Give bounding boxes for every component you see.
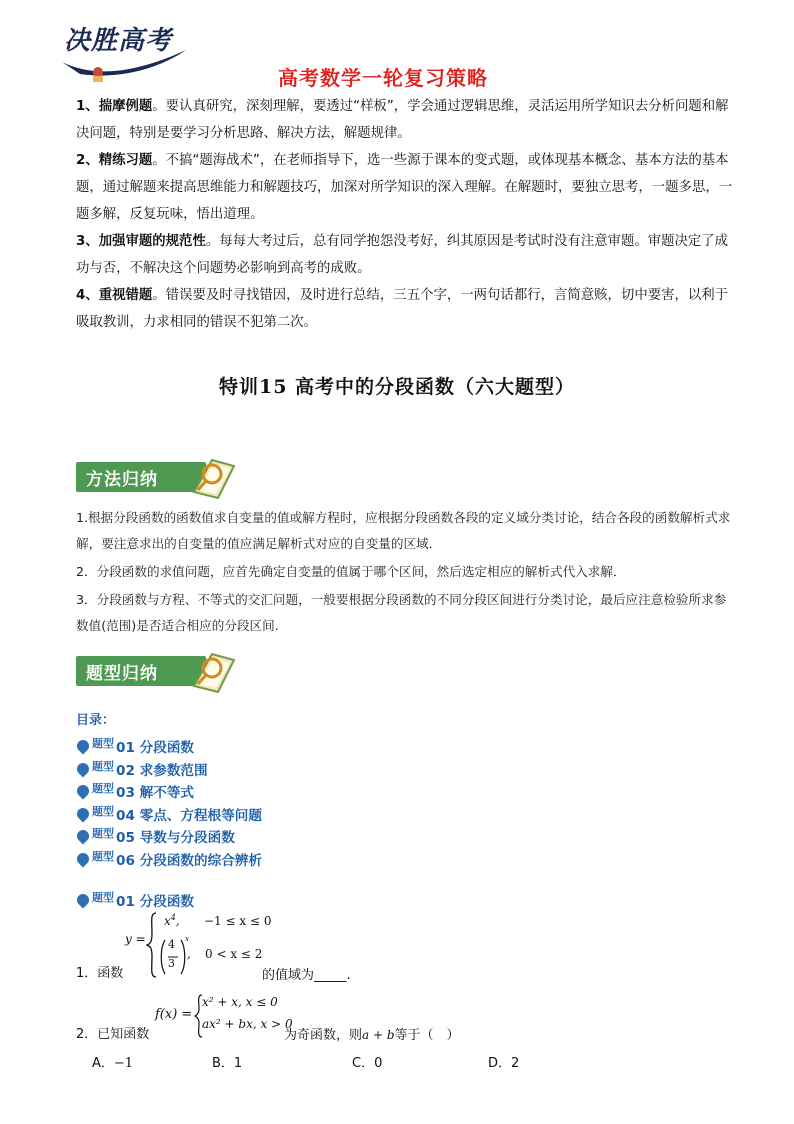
strategy-item: 2、精练习题。不搞“题海战术”，在老师指导下，选一些源于课本的变式题，或体现基本概念、基本方法的基本题，通过解题来提高思维能力和解题技巧，加深对所学知识的深入理解。在解题时，要独立思考，一题多思，一题多解，反复玩味，悟出道理。 [76,153,733,222]
q1-case1: $x^4$, [164,913,180,928]
choice-c[interactable]: C．0 [352,1056,383,1071]
toc-item[interactable]: 题型 01 分段函数 [76,735,262,758]
q1-case2-cond: 0 < x ≤ 2 [205,947,263,961]
brace-icon [146,912,158,978]
section-title: 特训15 高考中的分段函数（六大题型） [218,376,576,398]
method-item: 2．分段函数的求值问题，应首先确定自变量的值属于哪个区间，然后选定相应的解析式代入求解． [76,564,626,579]
toc-item[interactable]: 题型 03 解不等式 [76,780,262,803]
toc-item[interactable]: 题型 06 分段函数的综合辨析 [76,848,262,871]
logo-swoosh-icon [60,46,190,86]
logo-text: 决胜高考 [64,26,173,56]
map-pin-icon [75,892,92,909]
choice-a[interactable]: A．−1 [92,1056,134,1071]
method-item: 3．分段函数与方程、不等式的交汇问题，一般要根据分段函数的不同分段区间进行分类讨论，最后应注意检验所求参数值(范围)是否适合相应的分段区间. [76,592,727,633]
toc-label: 目录： [76,713,116,728]
types-banner [76,646,236,694]
toc-item[interactable]: 题型 04 零点、方程根等问题 [76,803,262,826]
method-banner-label: 方法归纳 [86,470,158,490]
book-magnifier-icon [188,452,236,500]
q1-case2-fraction [160,938,190,976]
main-title: 高考数学一轮复习策略 [278,66,488,90]
method-list [76,505,736,639]
logo [60,18,190,84]
toc-item[interactable]: 题型 02 求参数范围 [76,758,262,781]
book-magnifier-icon [188,646,236,694]
toc-list [76,735,262,870]
types-banner-label: 题型归纳 [86,664,158,684]
map-pin-icon [75,805,92,822]
q1-case2-exp: x [185,935,189,943]
q2-case1: x² + x, x ≤ 0 [202,995,278,1009]
q1-case2-num: 4 [168,938,175,951]
method-item: 1.根据分段函数的函数值求自变量的值或解方程时，应根据分段函数各段的定义域分类讨论，结合各段的函数解析式求解，要注意求出的自变量的值应满足解析式对应的自变量的区域． [76,510,731,551]
section1-heading: 题型 01 分段函数 [76,889,194,912]
q2-lhs: f(x) = [155,1007,193,1022]
strategy-item: 1、揣摩例题。要认真研究，深刻理解，要透过“样板”，学会通过逻辑思维，灵活运用所学知识去分析问题和解决问题，特别是要学习分析思路、解决方法，解题规律。 [76,99,729,141]
method-banner [76,452,236,500]
q1-lhs: y = [125,932,146,946]
q1-suffix: 的值域为_____. [262,968,351,983]
q2-suffix: 为奇函数，则a + b等于（ ） [284,1028,460,1043]
toc-item[interactable]: 题型 05 导数与分段函数 [76,825,262,848]
map-pin-icon [75,783,92,800]
map-pin-icon [75,850,92,867]
strategy-list [76,93,736,336]
choice-b[interactable]: B．1 [212,1056,243,1071]
q2-case2: ax² + bx, x > 0 [202,1017,293,1031]
q1-case2-comma: , [187,947,191,961]
q2-label: 2．已知函数 [76,1027,150,1042]
map-pin-icon [75,760,92,777]
choice-d[interactable]: D．2 [488,1056,520,1071]
strategy-item: 3、加强审题的规范性。每每大考过后，总有同学抱怨没考好，纠其原因是考试时没有注意审题。审题决定了成功与否，不解决这个问题势必影响到高考的成败。 [76,234,729,276]
q1-case1-cond: −1 ≤ x ≤ 0 [204,914,272,928]
map-pin-icon [75,738,92,755]
q1-case2-den: 3 [168,957,175,970]
q1-label: 1．函数 [76,966,124,981]
strategy-item: 4、重视错题。错误要及时寻找错因，及时进行总结，三五个字，一两句话都行，言简意赅，切中要害，以利于吸取教训，力求相同的错误不犯第二次。 [76,288,729,330]
map-pin-icon [75,828,92,845]
